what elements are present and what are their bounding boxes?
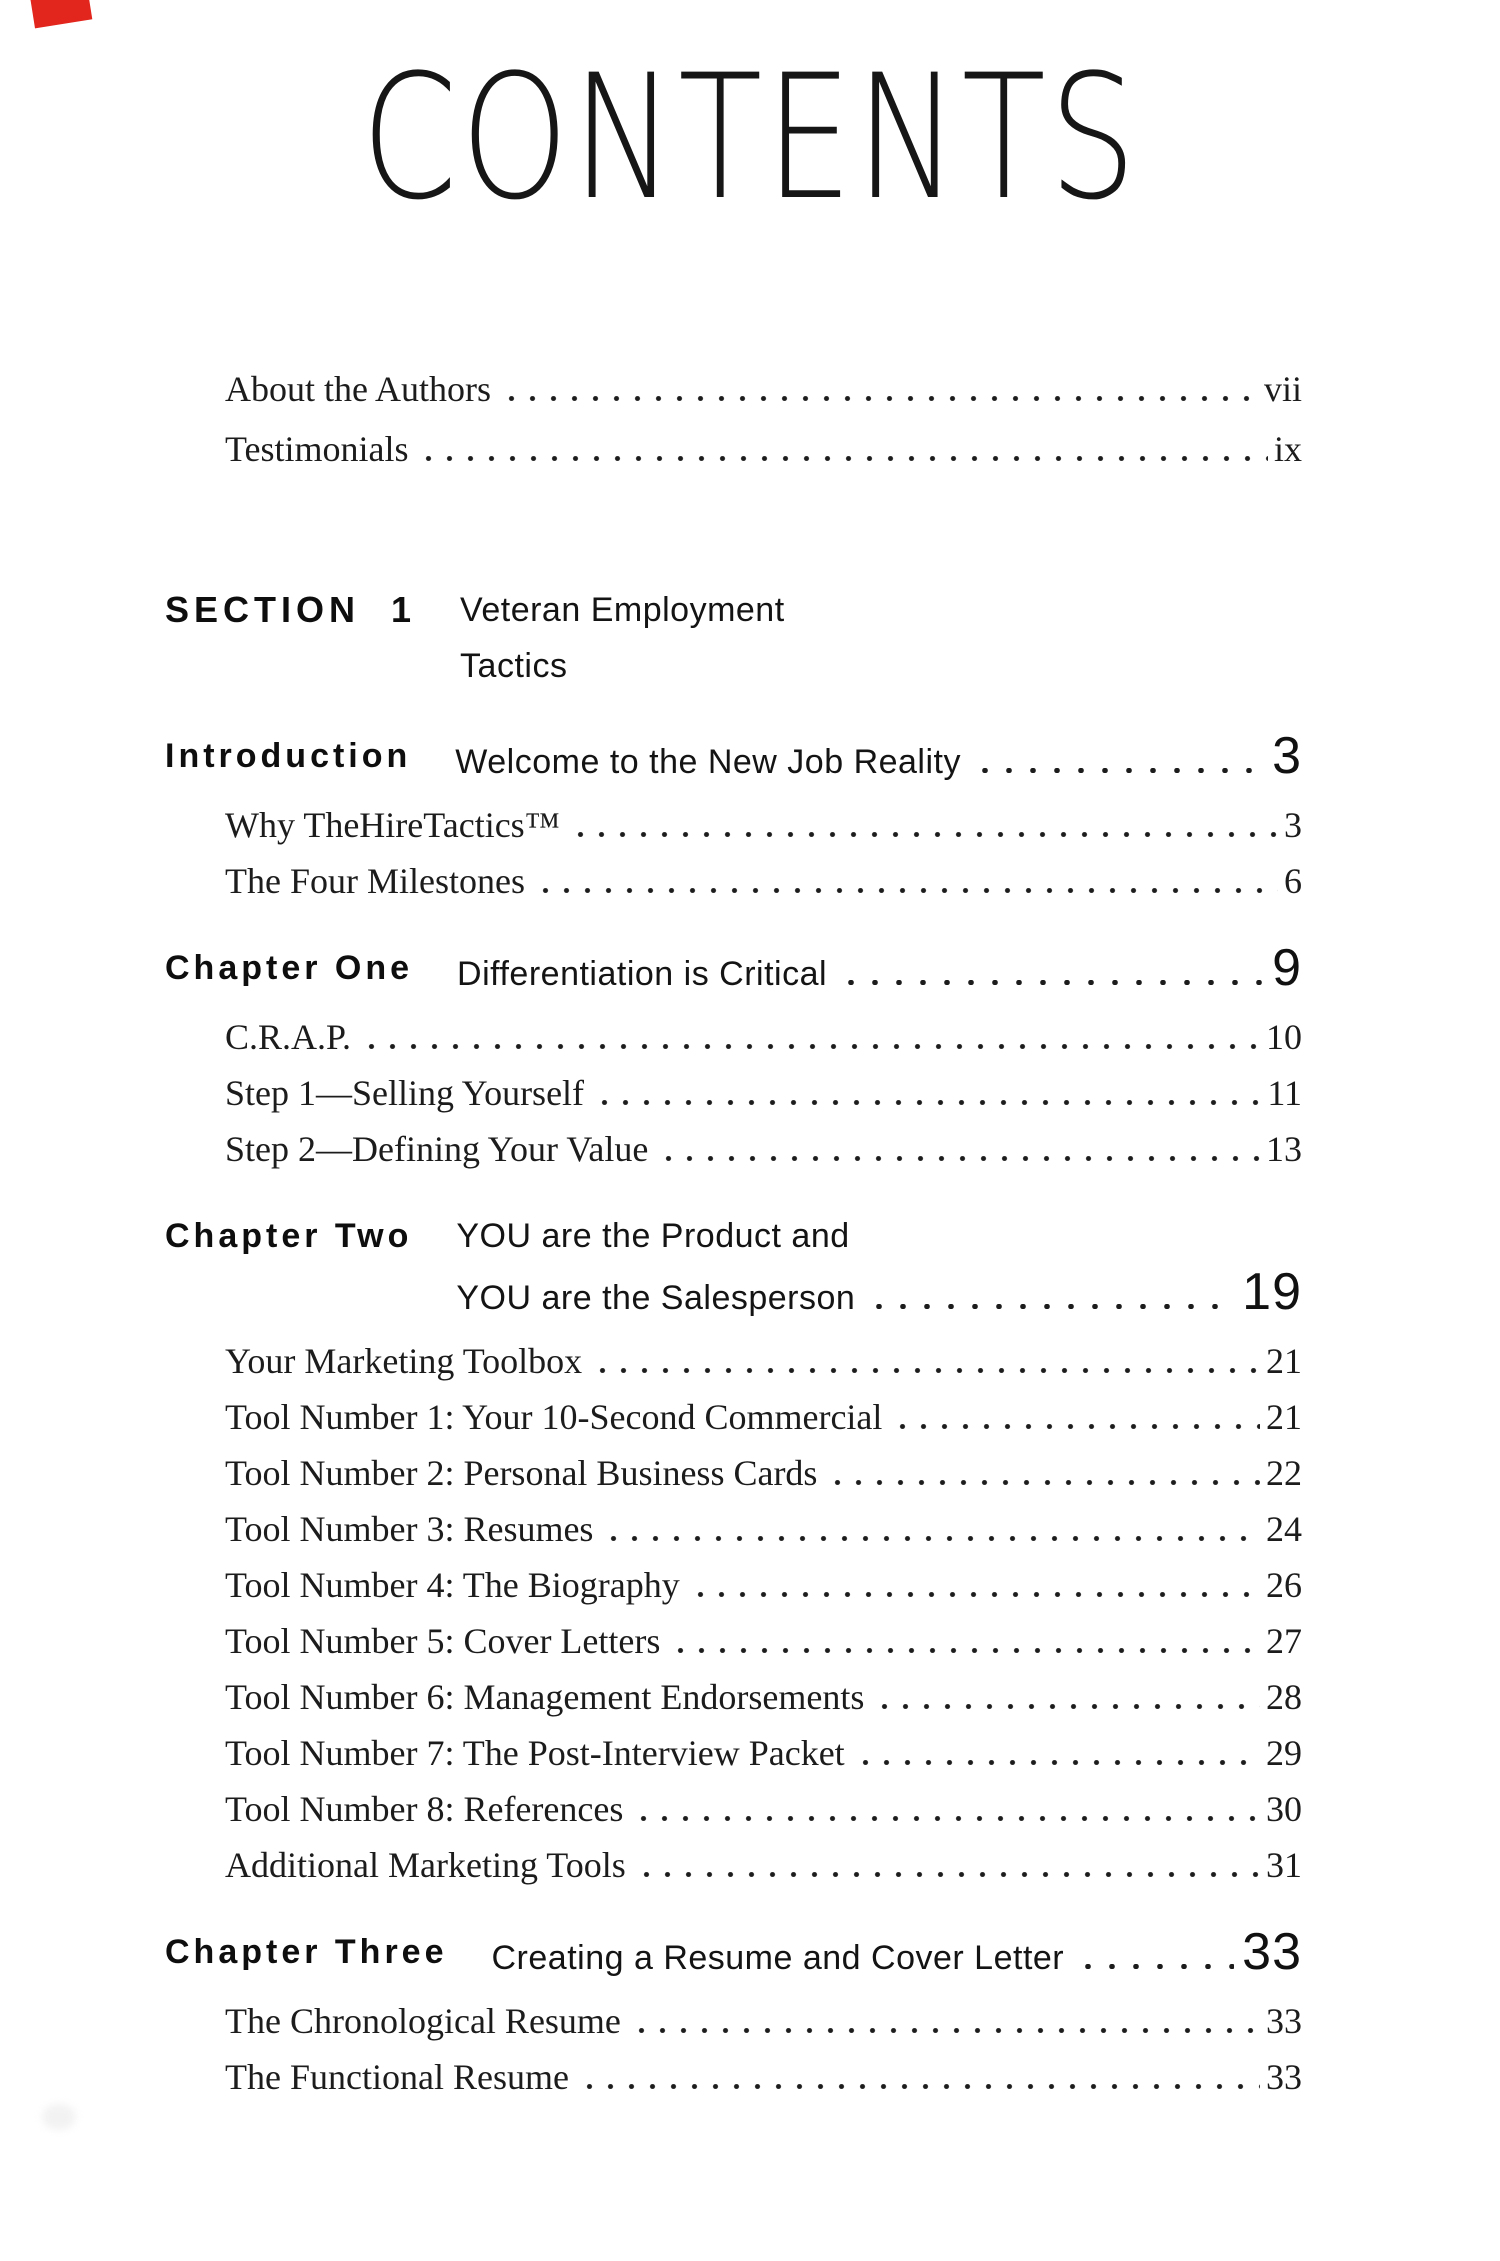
entry-page-number: 27 xyxy=(1266,1621,1302,1661)
entry-page-number: vii xyxy=(1263,369,1302,409)
toc-entry-row xyxy=(225,804,1302,846)
toc-entry-row xyxy=(225,1732,1302,1774)
entry-page-number: 6 xyxy=(1284,861,1302,901)
toc-entry-row xyxy=(225,368,1302,410)
entry-label: Step 2—Defining Your Value xyxy=(225,1129,649,1169)
entry-label: Tool Number 5: Cover Letters xyxy=(225,1621,661,1661)
entry-label: Why TheHireTactics™ xyxy=(225,805,560,845)
toc-entry-row xyxy=(225,2056,1302,2098)
dot-leader xyxy=(658,1156,1260,1161)
dot-leader xyxy=(855,1760,1260,1765)
chapter-heading-row xyxy=(165,727,1302,786)
chapter-one-block xyxy=(165,939,1302,1170)
toc-entry-row xyxy=(225,1620,1302,1662)
dot-leader xyxy=(973,768,1264,773)
dot-leader xyxy=(631,2028,1260,2033)
dot-leader xyxy=(594,1100,1261,1105)
toc-entry-row xyxy=(225,1340,1302,1382)
dot-leader xyxy=(690,1592,1260,1597)
entry-label: Tool Number 1: Your 10-Second Commercial xyxy=(225,1397,883,1437)
entry-page-number: 3 xyxy=(1284,805,1302,845)
chapter-entries xyxy=(165,1340,1302,1886)
toc-entry-row xyxy=(225,1508,1302,1550)
chapter-three-block xyxy=(165,1923,1302,2098)
chapter-title-line xyxy=(456,1263,1302,1322)
dot-leader xyxy=(839,980,1264,985)
entry-label: The Four Milestones xyxy=(225,861,525,901)
toc-entry-row xyxy=(225,428,1302,470)
chapter-heading-row xyxy=(165,1212,1302,1322)
chapter-label: Chapter Two xyxy=(165,1217,413,1255)
chapter-entries xyxy=(165,1016,1302,1170)
entry-label: Tool Number 4: The Biography xyxy=(225,1565,680,1605)
chapter-heading-row xyxy=(165,939,1302,998)
toc-entry-row xyxy=(225,1564,1302,1606)
entry-page-number: 13 xyxy=(1266,1129,1302,1169)
chapter-title-line xyxy=(491,1923,1303,1982)
dot-leader xyxy=(418,456,1268,461)
chapter-entries xyxy=(165,804,1302,902)
entry-label: Tool Number 8: References xyxy=(225,1789,624,1829)
dot-leader xyxy=(1076,1964,1234,1969)
toc-entry-row xyxy=(225,1676,1302,1718)
chapter-entries xyxy=(165,2000,1302,2098)
entry-label: The Functional Resume xyxy=(225,2057,569,2097)
entry-label: Additional Marketing Tools xyxy=(225,1845,626,1885)
entry-label: Tool Number 6: Management Endorsements xyxy=(225,1677,865,1717)
chapter-page-number: 33 xyxy=(1242,1923,1302,1981)
chapter-page-number: 9 xyxy=(1272,939,1302,997)
dot-leader xyxy=(579,2084,1260,2089)
scan-smudge xyxy=(42,2104,76,2130)
chapter-title xyxy=(491,1923,1303,1982)
chapter-label: Introduction xyxy=(165,737,412,775)
dot-leader xyxy=(827,1480,1260,1485)
table-of-contents xyxy=(0,368,1500,2098)
entry-page-number: 33 xyxy=(1266,2001,1302,2041)
chapter-title-text: YOU are the Salesperson xyxy=(456,1279,856,1317)
section-1-heading-row xyxy=(165,586,1302,690)
toc-entry-row xyxy=(225,860,1302,902)
entry-page-number: 28 xyxy=(1266,1677,1302,1717)
entry-page-number: 29 xyxy=(1266,1733,1302,1773)
dot-leader xyxy=(636,1872,1260,1877)
entry-page-number: 21 xyxy=(1266,1341,1302,1381)
dot-leader xyxy=(670,1648,1260,1653)
toc-entry-row xyxy=(225,1788,1302,1830)
entry-label: Tool Number 7: The Post-Interview Packet xyxy=(225,1733,845,1773)
chapter-title-text: Creating a Resume and Cover Letter xyxy=(491,1939,1065,1977)
toc-entry-row xyxy=(225,1072,1302,1114)
toc-entry-row xyxy=(225,1128,1302,1170)
section-title-line: Tactics xyxy=(460,647,568,685)
entry-page-number: 10 xyxy=(1266,1017,1302,1057)
entry-page-number: 11 xyxy=(1267,1073,1302,1113)
entry-page-number: 24 xyxy=(1266,1509,1302,1549)
entry-label: C.R.A.P. xyxy=(225,1017,352,1057)
page-title: CONTENTS xyxy=(360,37,1140,238)
toc-entry-row xyxy=(225,1844,1302,1886)
chapter-title-text: Differentiation is Critical xyxy=(457,955,828,993)
chapter-title-line: YOU are the Product and xyxy=(456,1217,850,1255)
dot-leader xyxy=(501,396,1258,401)
dot-leader xyxy=(570,832,1278,837)
entry-page-number: 22 xyxy=(1266,1453,1302,1493)
dot-leader xyxy=(535,888,1278,893)
entry-label: The Chronological Resume xyxy=(225,2001,621,2041)
chapter-label: Chapter One xyxy=(165,949,414,987)
entry-label: Testimonials xyxy=(225,429,409,469)
dot-leader xyxy=(603,1536,1260,1541)
chapter-title xyxy=(455,727,1302,786)
toc-entry-row xyxy=(225,1016,1302,1058)
chapter-page-number: 3 xyxy=(1272,727,1302,785)
introduction-block xyxy=(165,727,1302,902)
front-matter-list xyxy=(165,368,1302,470)
entry-page-number: 33 xyxy=(1266,2057,1302,2097)
dot-leader xyxy=(592,1368,1260,1373)
dot-leader xyxy=(874,1704,1260,1709)
chapter-page-number: 19 xyxy=(1242,1263,1302,1321)
entry-label: Tool Number 3: Resumes xyxy=(225,1509,594,1549)
toc-entry-row xyxy=(225,1452,1302,1494)
section-title-line: Veteran Employment xyxy=(460,591,785,629)
section-title xyxy=(460,586,1302,690)
page-title-wrap xyxy=(0,0,1500,238)
toc-entry-row xyxy=(225,1396,1302,1438)
chapter-two-block xyxy=(165,1212,1302,1886)
entry-page-number: 30 xyxy=(1266,1789,1302,1829)
chapter-title-text: Welcome to the New Job Reality xyxy=(455,743,961,781)
entry-page-number: ix xyxy=(1273,429,1302,469)
dot-leader xyxy=(633,1816,1260,1821)
dot-leader xyxy=(892,1424,1260,1429)
chapter-title xyxy=(456,1212,1302,1322)
toc-entry-row xyxy=(225,2000,1302,2042)
chapter-heading-row xyxy=(165,1923,1302,1982)
entry-label: Tool Number 2: Personal Business Cards xyxy=(225,1453,818,1493)
entry-label: About the Authors xyxy=(225,369,491,409)
chapter-label: Chapter Three xyxy=(165,1933,448,1971)
section-label: SECTION 1 xyxy=(165,589,417,630)
entry-page-number: 21 xyxy=(1266,1397,1302,1437)
dot-leader xyxy=(361,1044,1260,1049)
entry-page-number: 31 xyxy=(1266,1845,1302,1885)
chapter-title xyxy=(457,939,1302,998)
entry-label: Step 1—Selling Yourself xyxy=(225,1073,585,1113)
chapter-title-line xyxy=(457,939,1302,998)
entry-label: Your Marketing Toolbox xyxy=(225,1341,583,1381)
chapter-title-line xyxy=(455,727,1302,786)
dot-leader xyxy=(867,1304,1234,1309)
entry-page-number: 26 xyxy=(1266,1565,1302,1605)
